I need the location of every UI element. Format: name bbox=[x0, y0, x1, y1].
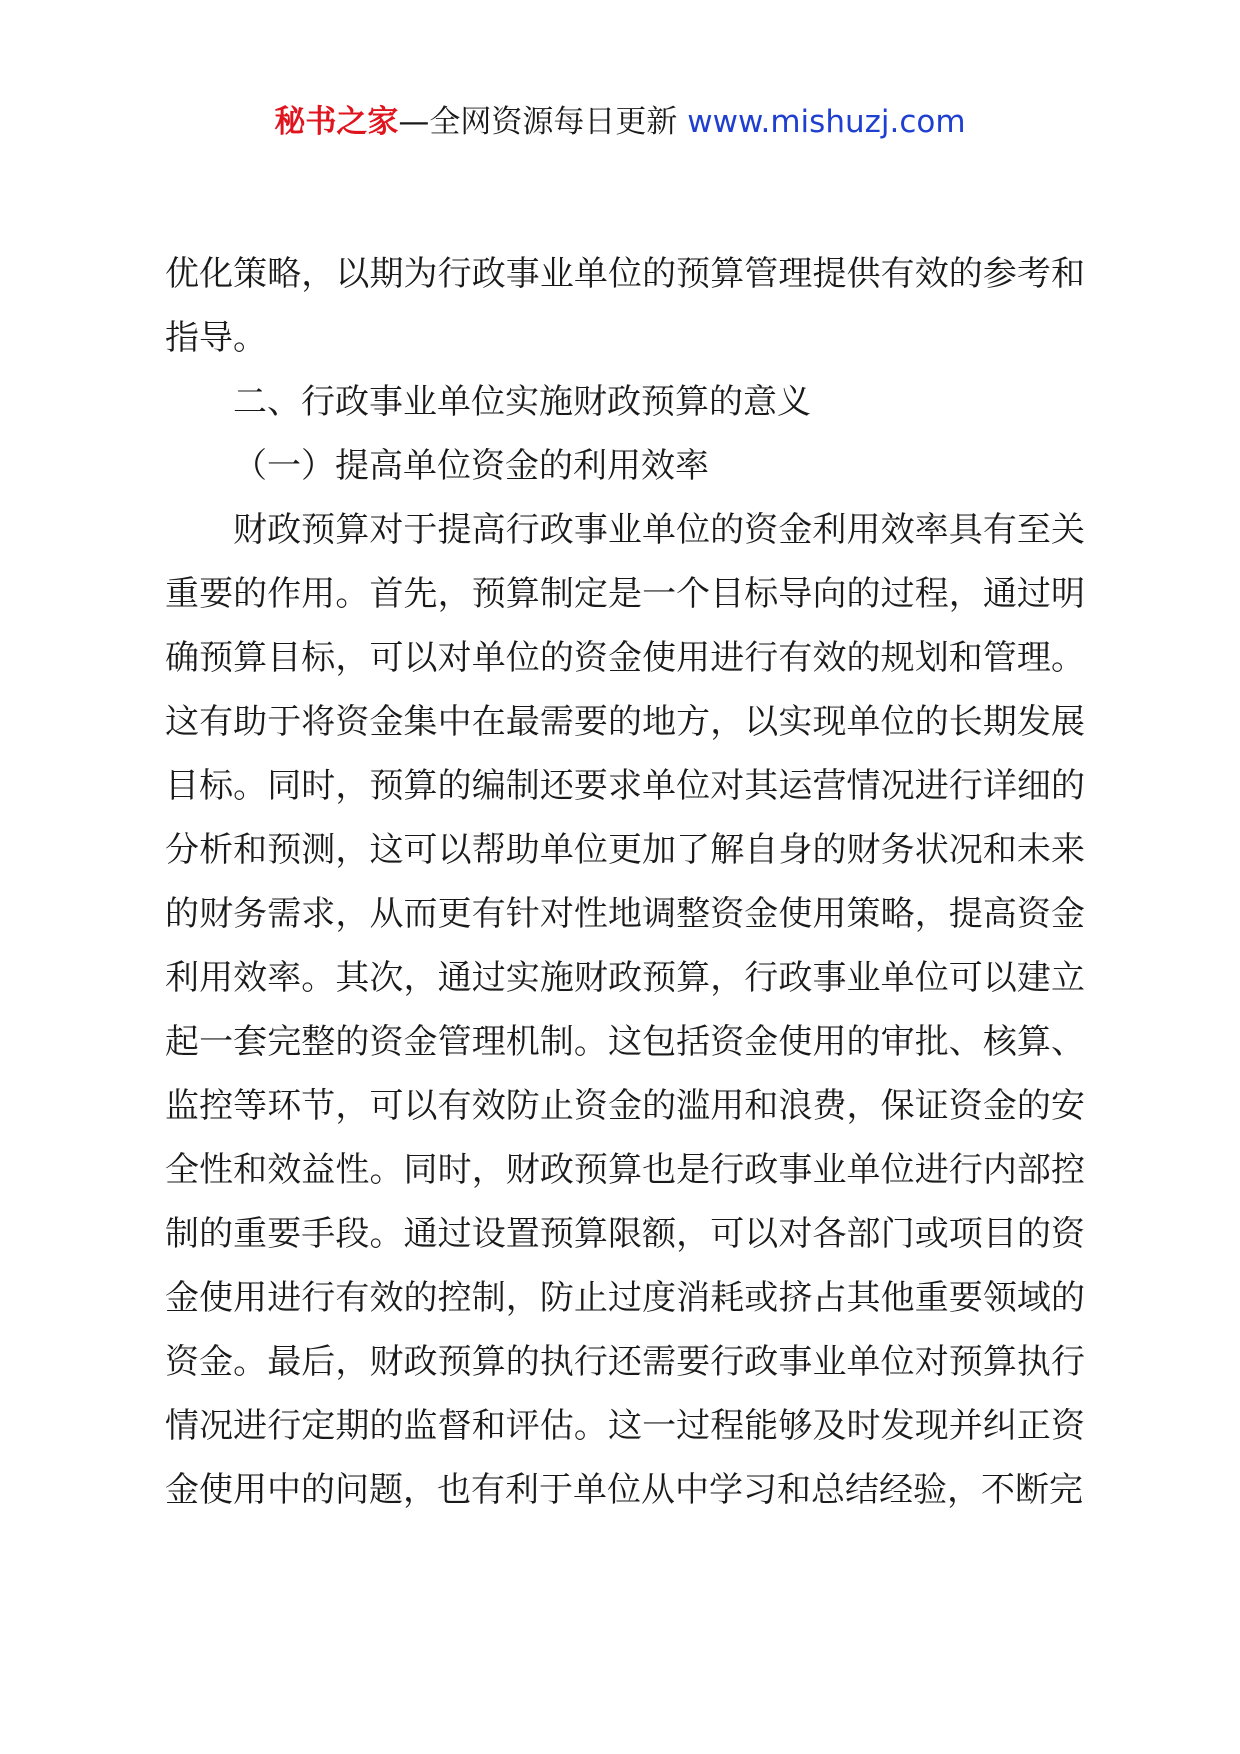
section-heading: 二、行政事业单位实施财政预算的意义 bbox=[233, 382, 811, 422]
site-url: www.mishuzj.com bbox=[687, 104, 966, 140]
subsection-heading: （一）提高单位资金的利用效率 bbox=[233, 446, 709, 486]
site-tagline: —全网资源每日更新 bbox=[398, 104, 688, 140]
site-brand: 秘书之家 bbox=[274, 104, 399, 140]
page-header bbox=[0, 100, 1240, 144]
body-paragraph: 财政预算对于提高行政事业单位的资金利用效率具有至关重要的作用。首先，预算制定是一个目标导向的过程，通过明确预算目标，可以对单位的资金使用进行有效的规划和管理。这有助于将资金集中在最需要的地方，以实现单位的长期发展目标。同时，预算的编制还要求单位对其运营情况进行详细的分析和预测，这可以帮助单位更加了解自身的财务状况和未来的财务需求，从而更有针对性地调整资金使用策略，提高资金利用效率。其次，通过实施财政预算，行政事业单位可以建立起一套完整的资金管理机制。这包括资金使用的审批、核算、监控等环节，可以有效防止资金的滥用和浪费，保证资金的安全性和效益性。同时，财政预算也是行政事业单位进行内部控制的重要手段。通过设置预算限额，可以对各部门或项目的资金使用进行有效的控制，防止过度消耗或挤占其他重要领域的资金。最后，财政预算的执行还需要行政事业单位对预算执行情况进行定期的监督和评估。这一过程能够及时发现并纠正资金使用中的问题，也有利于单位从中学习和总结经验，不断完 bbox=[165, 510, 1085, 1510]
document-body bbox=[165, 242, 1085, 1522]
continuation-paragraph: 优化策略，以期为行政事业单位的预算管理提供有效的参考和指导。 bbox=[165, 254, 1085, 358]
